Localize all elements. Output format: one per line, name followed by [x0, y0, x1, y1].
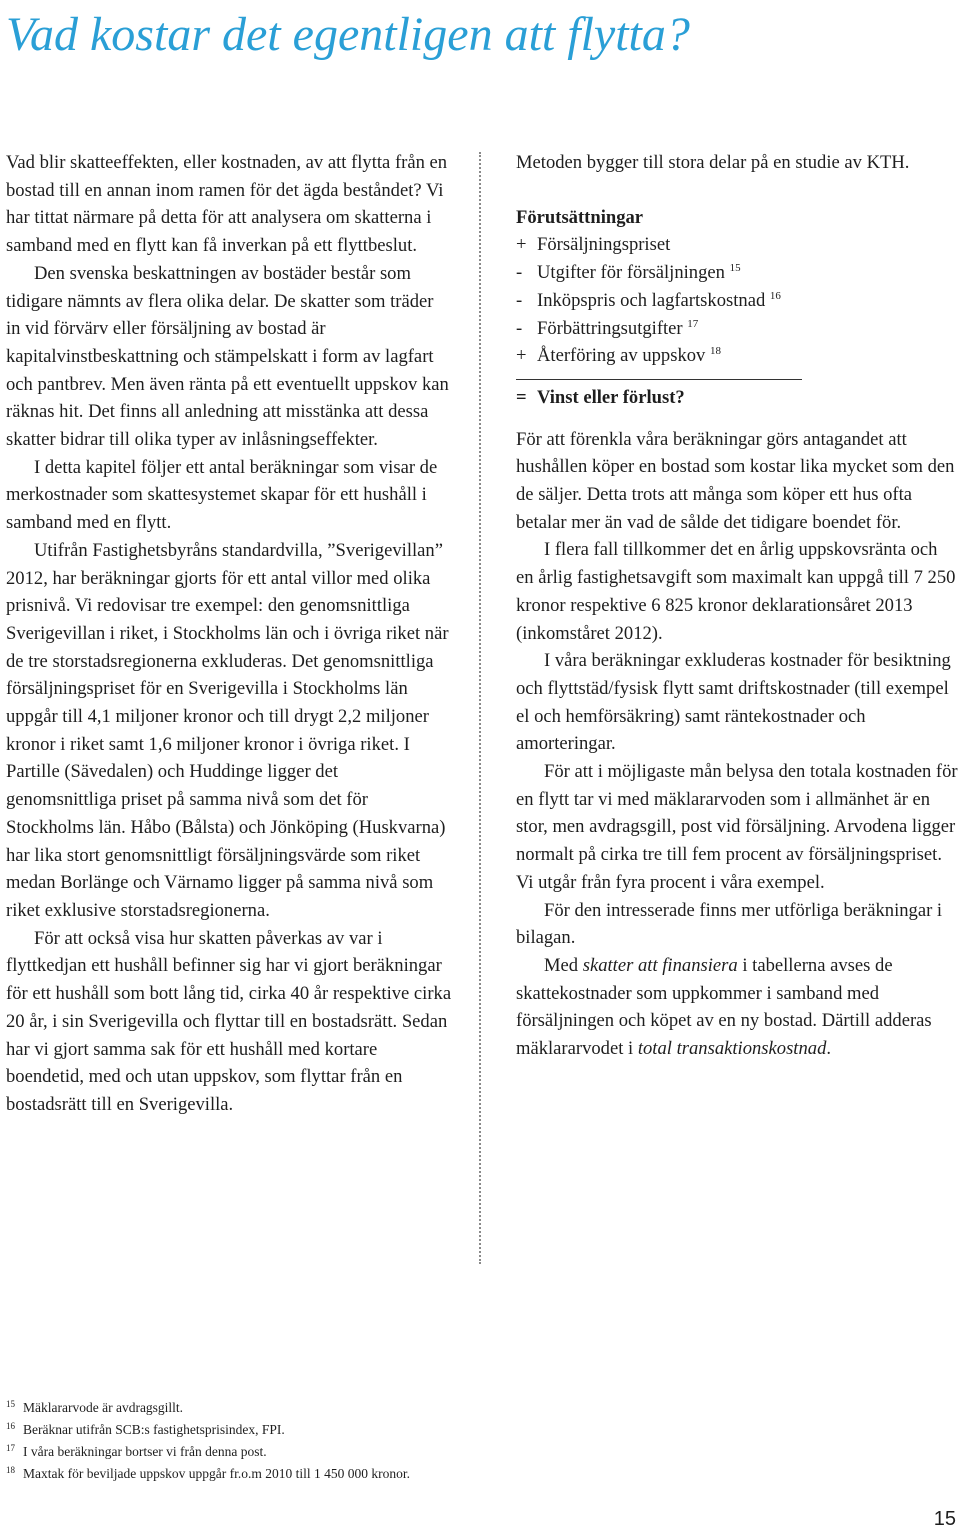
prereq-heading: Förutsättningar — [516, 206, 644, 228]
footnote-text: I våra beräkningar bortser vi från denna post. — [23, 1444, 267, 1459]
calc-operator: + — [516, 345, 527, 367]
body-paragraph: Utifrån Fastighetsbyråns standardvilla, ”Sverigevillan” 2012, har beräkningar gjorts för ett antal villor med olika prisnivå. Vi redovisar tre exempel: den genomsnittliga Sverigevillan i riket, i Stockholms län och i övriga riket när de tre storstadsregionerna exkluderas. Det genomsnittliga försäljningspriset för en Sverigevilla i Stockholms län uppgår till 4,1 miljoner kronor och till drygt 2,2 miljoner kronor i riket samt 1,6 miljoner kronor i övriga riket. I Partille (Sävedalen) och Huddinge ligger det genomsnittliga priset på samma nivå som det för Stockholms län. Håbo (Bålsta) och Jönköping (Huskvarna) har lika stort genomsnittligt försäljningsvärde som riket medan Borlänge och Värnamo ligger på samma nivå som riket exklusive storstadsregionerna. — [6, 539, 449, 921]
prereq-calculation — [516, 231, 958, 411]
page-number: 15 — [933, 1508, 956, 1530]
footnote: 18 Maxtak för beviljade uppskov uppgår fr.o.m 2010 till 1 450 000 kronor. — [6, 1465, 410, 1481]
footnote-text: Mäklararvode är avdragsgillt. — [23, 1400, 184, 1415]
column-divider — [479, 152, 481, 1264]
calc-operator: - — [516, 289, 523, 311]
footnote: 17 I våra beräkningar bortser vi från denna post. — [6, 1443, 267, 1459]
sum-rule — [516, 379, 802, 380]
text-run: . — [826, 1038, 832, 1060]
calc-label: Återföring av uppskov — [537, 345, 706, 367]
calc-line — [516, 342, 958, 370]
footnote-ref: 16 — [769, 289, 781, 302]
footnote-ref: 15 — [729, 262, 741, 275]
italic-term: total transaktionskostnad — [637, 1038, 827, 1060]
footnote-ref: 17 — [687, 317, 699, 330]
text-run: Med — [544, 954, 583, 976]
calc-label: Utgifter för försäljningen — [537, 262, 725, 284]
calc-operator: = — [516, 386, 527, 408]
footnote: 15 Mäklararvode är avdragsgillt. — [6, 1399, 184, 1415]
body-paragraph — [516, 952, 958, 1063]
text-run: i tabellerna avses de skattekostnader som uppkommer i samband med försäljningen och köpet av en ny bostad. Därtill adderas mäklararvodet i — [516, 954, 932, 1060]
body-paragraph: För att förenkla våra beräkningar görs antagandet att hushållen köper en bostad som kostar lika mycket som den de säljer. Detta trots att många som köper ett hus ofta betalar mer än vad de sålde det tidigare boendet för. — [516, 428, 955, 533]
footnote: 16 Beräknar utifrån SCB:s fastighetsprisindex, FPI. — [6, 1421, 285, 1437]
calc-label: Förbättringsutgifter — [537, 317, 683, 339]
body-paragraph: I våra beräkningar exkluderas kostnader för besiktning och flyttstäd/fysisk flytt samt driftskostnader (till exempel el och hemförsäkring) samt räntekostnader och amorteringar. — [516, 650, 951, 755]
calc-line — [516, 259, 958, 287]
body-paragraph: För att också visa hur skatten påverkas av var i flyttkedjan ett hushåll befinner sig har vi gjort beräkningar för ett hushåll som bott lång tid, cirka 40 år respektive cirka 20 år, i sin Sverigevilla och flyttar till en bostadsrätt. Sedan har vi gjort samma sak för ett hushåll med kortare boendetid, med och utan uppskov, som flyttar från en bostadsrätt till en Sverigevilla. — [6, 927, 452, 1115]
calc-operator: - — [516, 262, 523, 284]
calc-label: Inköpspris och lagfartskostnad — [537, 289, 766, 311]
footnote-text: Maxtak för beviljade uppskov uppgår fr.o.m 2010 till 1 450 000 kronor. — [23, 1466, 410, 1481]
calc-line — [516, 231, 958, 259]
body-paragraph: Den svenska beskattningen av bostäder består som tidigare nämnts av flera olika delar. De skatter som träder in vid förvärv eller försäljning av bostad är kapitalvinstbeskattning och stämpelskatt i form av lagfart och pantbrev. Men även ränta på ett eventuellt uppskov kan räknas hit. Det finns all anledning att misstänka att dessa skatter bidrar till olika typer av inlåsningseffekter. — [6, 262, 449, 451]
right-column — [516, 149, 958, 1063]
footnote-text: Beräknar utifrån SCB:s fastighetsprisindex, FPI. — [23, 1422, 285, 1437]
calc-operator: - — [516, 317, 523, 339]
footnotes — [6, 1397, 410, 1485]
body-paragraph: Vad blir skatteeffekten, eller kostnaden, av att flytta från en bostad till en annan inom ramen för det ägda beståndet? Vi har tittat närmare på detta för att analysera om skatterna i samband med en flytt kan få inverkan på ett flyttbeslut. — [6, 152, 448, 257]
body-paragraph: I detta kapitel följer ett antal beräkningar som visar de merkostnader som skattesystemet skapar för ett hushåll i samband med en flytt. — [6, 456, 438, 534]
footnote-ref: 18 — [710, 345, 721, 358]
calc-operator: + — [516, 234, 527, 256]
page-title: Vad kostar det egentligen att flytta? — [6, 8, 690, 61]
left-column — [6, 149, 452, 1119]
calc-result — [516, 384, 958, 412]
italic-term: skatter att finansiera — [582, 954, 738, 976]
method-paragraph: Metoden bygger till stora delar på en studie av KTH. — [516, 152, 910, 173]
body-paragraph: I flera fall tillkommer det en årlig uppskovsränta och en årlig fastighetsavgift som maximalt kan uppgå till 7 250 kronor respektive 6 825 kronor deklarationsåret 2013 (inkomståret 2012). — [516, 539, 956, 644]
calc-line — [516, 287, 958, 315]
calc-result-label: Vinst eller förlust? — [537, 386, 685, 408]
body-paragraph: För den intresserade finns mer utförliga beräkningar i bilagan. — [516, 899, 943, 949]
calc-label: Försäljningspriset — [537, 234, 671, 256]
body-paragraph: För att i möjligaste mån belysa den totala kostnaden för en flytt tar vi med mäklararvoden som i allmänhet är en stor, men avdragsgill, post vid försäljning. Arvodena ligger normalt på cirka tre till fem procent av försäljningspriset. Vi utgår från fyra procent i våra exempel. — [516, 761, 958, 893]
calc-line — [516, 315, 958, 343]
